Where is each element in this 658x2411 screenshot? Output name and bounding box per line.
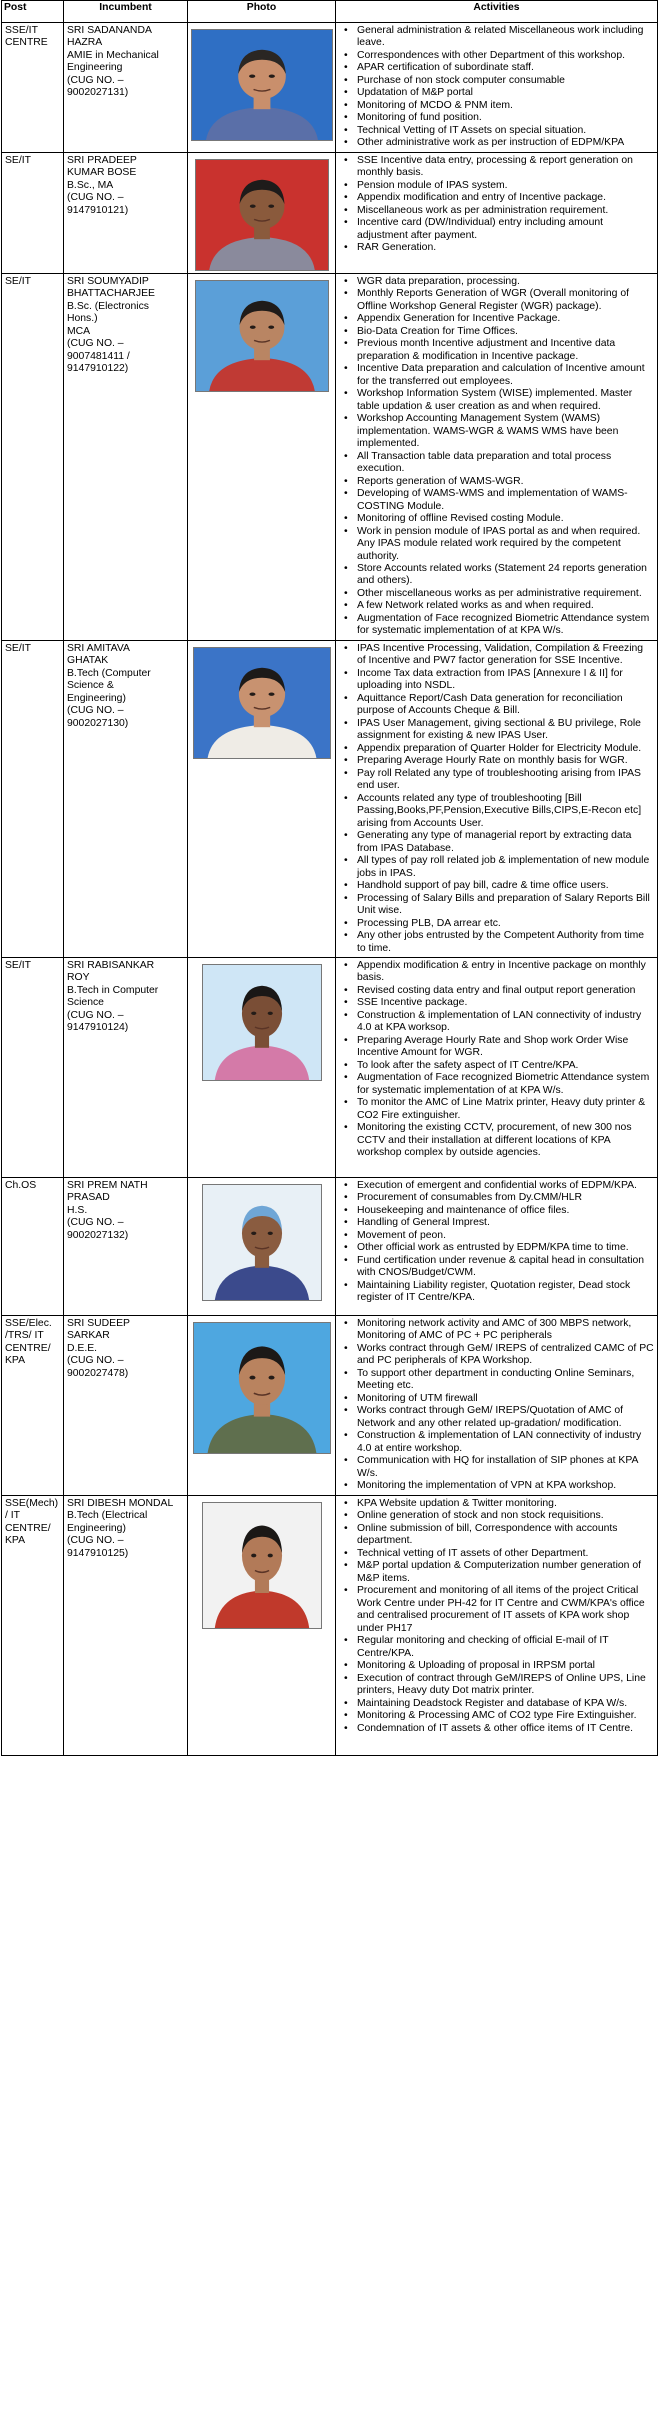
activity-item: • M&P portal updation & Computerization number generation of M&P items. — [357, 1560, 654, 1585]
person-photo — [193, 647, 331, 759]
activity-item: • Incentive card (DW/Individual) entry including amount adjustment after payment. — [357, 217, 654, 242]
activity-item: • A few Network related works as and when required. — [357, 600, 654, 612]
activity-item: • RAR Generation. — [357, 242, 654, 254]
activity-item: • Other administrative work as per instruction of EDPM/KPA — [357, 137, 654, 149]
activity-item: • All Transaction table data preparation and total process execution. — [357, 451, 654, 476]
activity-item: • Communication with HQ for installation of SIP phones at KPA W/s. — [357, 1455, 654, 1480]
activity-item: • Preparing Average Hourly Rate on monthly basis for WGR. — [357, 755, 654, 767]
incumbent-cell: SRI SUDEEP SARKAR D.E.E. (CUG NO. – 9002027478) — [64, 1316, 188, 1496]
activities-list — [339, 960, 654, 1160]
activity-item: • Processing PLB, DA arrear etc. — [357, 918, 654, 930]
post-cell: SSE/Elec. /TRS/ IT CENTRE/ KPA — [2, 1316, 64, 1496]
activity-item: • Condemnation of IT assets & other office items of IT Centre. — [357, 1723, 654, 1735]
activities-list — [339, 1498, 654, 1735]
activity-item: • Procurement of consumables from Dy.CMM/HLR — [357, 1192, 654, 1204]
photo-cell — [188, 1178, 336, 1316]
activities-cell — [336, 273, 658, 640]
activity-item: • Other miscellaneous works as per administrative requirement. — [357, 588, 654, 600]
activity-item: • Execution of emergent and confidential works of EDPM/KPA. — [357, 1180, 654, 1192]
activity-item: • Monitoring network activity and AMC of 300 MBPS network, Monitoring of AMC of PC + PC peripherals — [357, 1318, 654, 1343]
photo-cell — [188, 1495, 336, 1755]
activity-item: • Technical Vetting of IT Assets on special situation. — [357, 125, 654, 137]
photo-cell — [188, 23, 336, 153]
table-row — [2, 958, 658, 1178]
activity-item: • Revised costing data entry and final output report generation — [357, 985, 654, 997]
activity-item: • Monitoring the existing CCTV, procurement, of new 300 nos CCTV and their installation at different locations of KPA workshop complex by outside agencies. — [357, 1122, 654, 1159]
activity-item: • Movement of peon. — [357, 1230, 654, 1242]
activities-cell — [336, 640, 658, 957]
photo-cell — [188, 152, 336, 273]
staff-activity-table — [1, 0, 658, 1756]
activity-item: • Fund certification under revenue & capital head in consultation with CNOS/Budget/CWM. — [357, 1255, 654, 1280]
activity-item: • Other official work as entrusted by EDPM/KPA time to time. — [357, 1242, 654, 1254]
incumbent-cell: SRI SADANANDA HAZRA AMIE in Mechanical Engineering (CUG NO. – 9002027131) — [64, 23, 188, 153]
table-row — [2, 640, 658, 957]
activity-item: • Pension module of IPAS system. — [357, 180, 654, 192]
activity-item: • Appendix Generation for Incentive Package. — [357, 313, 654, 325]
header-activities: Activities — [336, 1, 658, 23]
activity-item: • SSE Incentive package. — [357, 997, 654, 1009]
activities-list — [339, 1180, 654, 1305]
activity-item: • Procurement and monitoring of all items of the project Critical Work Centre under PH-42 for IT Centre and CWM/KPA's office and centralised procurement of IT assets of KPA work shop under PH17 — [357, 1585, 654, 1635]
activity-item: • Handhold support of pay bill, cadre & time office users. — [357, 880, 654, 892]
activity-item: • Maintaining Liability register, Quotation register, Dead stock register of IT Centre/KPA. — [357, 1280, 654, 1305]
activity-item: • Miscellaneous work as per administration requirement. — [357, 205, 654, 217]
activity-item: • Monitoring & Uploading of proposal in IRPSM portal — [357, 1660, 654, 1672]
activity-item: • Updatation of M&P portal — [357, 87, 654, 99]
activity-item: • To monitor the AMC of Line Matrix printer, Heavy duty printer & CO2 Fire extinguisher. — [357, 1097, 654, 1122]
activity-item: • Purchase of non stock computer consumable — [357, 75, 654, 87]
incumbent-cell: SRI PRADEEP KUMAR BOSE B.Sc., MA (CUG NO. – 9147910121) — [64, 152, 188, 273]
activity-item: • Correspondences with other Department of this workshop. — [357, 50, 654, 62]
activity-item: • Appendix preparation of Quarter Holder for Electricity Module. — [357, 743, 654, 755]
table-row — [2, 1316, 658, 1496]
activity-item: • Monitoring of MCDO & PNM item. — [357, 100, 654, 112]
activity-item: • SSE Incentive data entry, processing & report generation on monthly basis. — [357, 155, 654, 180]
activity-item: • Accounts related any type of troubleshooting [Bill Passing,Books,PF,Pension,Executive Bills,CIPS,E-Recon etc] arising from Accounts User. — [357, 793, 654, 830]
activities-cell — [336, 1316, 658, 1496]
activities-cell — [336, 23, 658, 153]
table-row — [2, 273, 658, 640]
activity-item: • Monitoring the implementation of VPN at KPA workshop. — [357, 1480, 654, 1492]
activity-item: • Developing of WAMS-WMS and implementation of WAMS-COSTING Module. — [357, 488, 654, 513]
activity-item: • General administration & related Miscellaneous work including leave. — [357, 25, 654, 50]
activities-list — [339, 643, 654, 955]
activity-item: • Workshop Information System (WISE) implemented. Master table updation & user creation as and when required. — [357, 388, 654, 413]
activity-item: • Monitoring of offline Revised costing Module. — [357, 513, 654, 525]
header-post: Post — [2, 1, 64, 23]
activities-list — [339, 276, 654, 638]
post-cell: SE/IT — [2, 640, 64, 957]
activity-item: • Appendix modification & entry in Incentive package on monthly basis. — [357, 960, 654, 985]
activity-item: • Construction & implementation of LAN connectivity of industry 4.0 at entire workshop. — [357, 1430, 654, 1455]
person-photo — [193, 1322, 331, 1454]
activities-list — [339, 1318, 654, 1493]
incumbent-cell: SRI PREM NATH PRASAD H.S. (CUG NO. – 9002027132) — [64, 1178, 188, 1316]
activity-item: • Monthly Reports Generation of WGR (Overall monitoring of Offline Workshop General Register (WGR) package). — [357, 288, 654, 313]
activity-item: • Housekeeping and maintenance of office files. — [357, 1205, 654, 1217]
activity-item: • Previous month Incentive adjustment and Incentive data preparation & modification in Incentive package. — [357, 338, 654, 363]
incumbent-cell: SRI SOUMYADIP BHATTACHARJEE B.Sc. (Electronics Hons.) MCA (CUG NO. – 9007481411 / 9147910122) — [64, 273, 188, 640]
activity-item: • Workshop Accounting Management System (WAMS) implementation. WAMS-WGR & WAMS WMS have been implemented. — [357, 413, 654, 450]
post-cell: SE/IT — [2, 958, 64, 1178]
table-row — [2, 23, 658, 153]
activity-item: • Augmentation of Face recognized Biometric Attendance system for systematic implementation of at KPA W/s. — [357, 1072, 654, 1097]
person-photo — [202, 1184, 322, 1301]
table-row — [2, 1178, 658, 1316]
table-row — [2, 152, 658, 273]
activity-item: • Monitoring of UTM firewall — [357, 1393, 654, 1405]
activities-list — [339, 25, 654, 150]
post-cell: Ch.OS — [2, 1178, 64, 1316]
activity-item: • Aquittance Report/Cash Data generation for reconciliation purpose of Accounts Cheque & Bill. — [357, 693, 654, 718]
activity-item: • Maintaining Deadstock Register and database of KPA W/s. — [357, 1698, 654, 1710]
activity-item: • Incentive Data preparation and calculation of Incentive amount for the transferred out employees. — [357, 363, 654, 388]
activity-item: • Technical vetting of IT assets of other Department. — [357, 1548, 654, 1560]
photo-cell — [188, 1316, 336, 1496]
photo-cell — [188, 958, 336, 1178]
activities-cell — [336, 1178, 658, 1316]
activities-cell — [336, 958, 658, 1178]
activity-item: • Monitoring of fund position. — [357, 112, 654, 124]
activity-item: • KPA Website updation & Twitter monitoring. — [357, 1498, 654, 1510]
activities-cell — [336, 152, 658, 273]
activities-cell — [336, 1495, 658, 1755]
post-cell: SSE/IT CENTRE — [2, 23, 64, 153]
activity-item: • Pay roll Related any type of troubleshooting arising from IPAS end user. — [357, 768, 654, 793]
activity-item: • To support other department in conducting Online Seminars, Meeting etc. — [357, 1368, 654, 1393]
activity-item: • Work in pension module of IPAS portal as and when required. Any IPAS module related work required by the competent authority. — [357, 526, 654, 563]
activity-item: • All types of pay roll related job & implementation of new module jobs in IPAS. — [357, 855, 654, 880]
activity-item: • To look after the safety aspect of IT Centre/KPA. — [357, 1060, 654, 1072]
activity-item: • Execution of contract through GeM/IREPS of Online UPS, Line printers, Heavy duty Dot matrix printer. — [357, 1673, 654, 1698]
incumbent-cell: SRI RABISANKAR ROY B.Tech in Computer Science (CUG NO. – 9147910124) — [64, 958, 188, 1178]
person-photo — [202, 1502, 322, 1629]
incumbent-cell: SRI DIBESH MONDAL B.Tech (Electrical Engineering) (CUG NO. – 9147910125) — [64, 1495, 188, 1755]
person-photo — [195, 159, 329, 271]
activity-item: • IPAS User Management, giving sectional & BU privilege, Role assignment for existing & new IPAS User. — [357, 718, 654, 743]
activity-item: • Monitoring & Processing AMC of CO2 type Fire Extinguisher. — [357, 1710, 654, 1722]
activity-item: • Reports generation of WAMS-WGR. — [357, 476, 654, 488]
header-incumbent: Incumbent — [64, 1, 188, 23]
activity-item: • APAR certification of subordinate staff. — [357, 62, 654, 74]
activity-item: • Store Accounts related works (Statement 24 reports generation and others). — [357, 563, 654, 588]
activity-item: • Works contract through GeM/ IREPS of centralized CAMC of PC and PC peripherals of KPA Workshop. — [357, 1343, 654, 1368]
post-cell: SE/IT — [2, 152, 64, 273]
incumbent-cell: SRI AMITAVA GHATAK B.Tech (Computer Science & Engineering) (CUG NO. – 9002027130) — [64, 640, 188, 957]
activity-item: • Handling of General Imprest. — [357, 1217, 654, 1229]
person-photo — [191, 29, 333, 141]
post-cell: SSE(Mech) / IT CENTRE/ KPA — [2, 1495, 64, 1755]
activity-item: • Construction & implementation of LAN connectivity of industry 4.0 at KPA worksop. — [357, 1010, 654, 1035]
activity-item: • Generating any type of managerial report by extracting data from IPAS Database. — [357, 830, 654, 855]
activity-item: • WGR data preparation, processing. — [357, 276, 654, 288]
post-cell: SE/IT — [2, 273, 64, 640]
table-header-row — [2, 1, 658, 23]
activity-item: • Any other jobs entrusted by the Competent Authority from time to time. — [357, 930, 654, 955]
activity-item: • Online generation of stock and non stock requisitions. — [357, 1510, 654, 1522]
activity-item: • Appendix modification and entry of Incentive package. — [357, 192, 654, 204]
photo-cell — [188, 640, 336, 957]
table-row — [2, 1495, 658, 1755]
photo-cell — [188, 273, 336, 640]
activity-item: • Works contract through GeM/ IREPS/Quotation of AMC of Network and any other related up-gradation/ modification. — [357, 1405, 654, 1430]
activity-item: • Income Tax data extraction from IPAS [Annexure I & II] for uploading into NSDL. — [357, 668, 654, 693]
header-photo: Photo — [188, 1, 336, 23]
activity-item: • Preparing Average Hourly Rate and Shop work Order Wise Incentive Amount for WGR. — [357, 1035, 654, 1060]
activity-item: • Online submission of bill, Correspondence with accounts department. — [357, 1523, 654, 1548]
person-photo — [195, 280, 329, 392]
activity-item: • Bio-Data Creation for Time Offices. — [357, 326, 654, 338]
activity-item: • Processing of Salary Bills and preparation of Salary Reports Bill Unit wise. — [357, 893, 654, 918]
activity-item: • Augmentation of Face recognized Biometric Attendance system for systematic implementation of at KPA W/s. — [357, 613, 654, 638]
person-photo — [202, 964, 322, 1081]
activity-item: • IPAS Incentive Processing, Validation, Compilation & Freezing of Incentive and PW7 factor generation for SSE Incentive. — [357, 643, 654, 668]
activities-list — [339, 155, 654, 255]
activity-item: • Regular monitoring and checking of official E-mail of IT Centre/KPA. — [357, 1635, 654, 1660]
